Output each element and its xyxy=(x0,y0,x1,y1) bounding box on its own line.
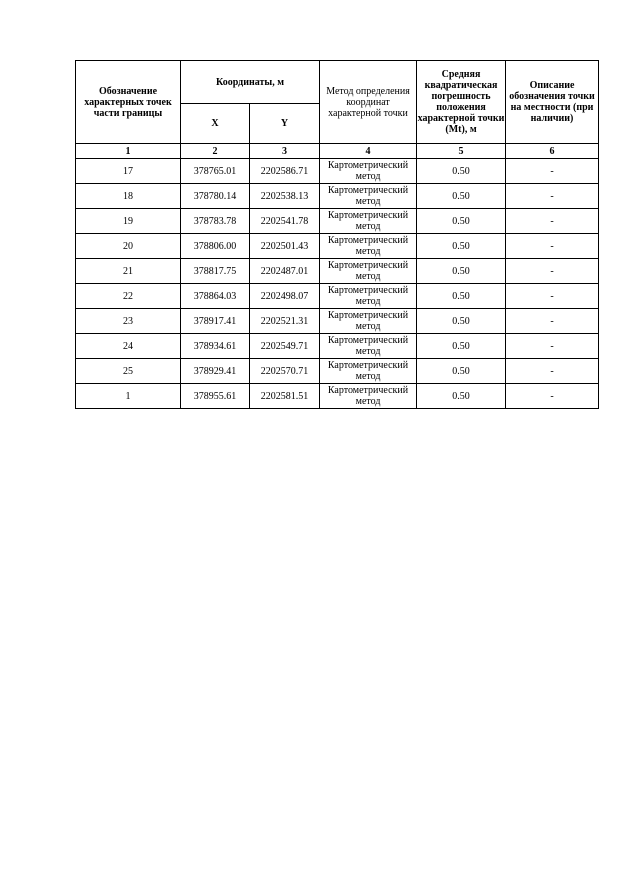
column-number: 4 xyxy=(320,144,417,159)
desc-cell: - xyxy=(506,234,599,259)
y-cell: 2202541.78 xyxy=(250,209,320,234)
y-cell: 2202549.71 xyxy=(250,334,320,359)
method-cell: Картометрический метод xyxy=(320,284,417,309)
method-cell: Картометрический метод xyxy=(320,334,417,359)
method-cell: Картометрический метод xyxy=(320,159,417,184)
header-method: Метод определения координат характерной точки xyxy=(320,61,417,144)
mt-cell: 0.50 xyxy=(417,234,506,259)
method-cell: Картометрический метод xyxy=(320,309,417,334)
table-row xyxy=(76,309,599,334)
header-row xyxy=(76,61,599,104)
header-x: X xyxy=(181,104,250,144)
point-cell: 1 xyxy=(76,384,181,409)
method-cell: Картометрический метод xyxy=(320,209,417,234)
table-row xyxy=(76,234,599,259)
desc-cell: - xyxy=(506,359,599,384)
point-cell: 21 xyxy=(76,259,181,284)
table-row xyxy=(76,284,599,309)
column-number: 3 xyxy=(250,144,320,159)
point-cell: 22 xyxy=(76,284,181,309)
table-row xyxy=(76,259,599,284)
table-row xyxy=(76,334,599,359)
y-cell: 2202581.51 xyxy=(250,384,320,409)
method-cell: Картометрический метод xyxy=(320,234,417,259)
desc-cell: - xyxy=(506,159,599,184)
mt-cell: 0.50 xyxy=(417,334,506,359)
x-cell: 378765.01 xyxy=(181,159,250,184)
table-row xyxy=(76,184,599,209)
table-row xyxy=(76,359,599,384)
column-numbers-row xyxy=(76,144,599,159)
x-cell: 378955.61 xyxy=(181,384,250,409)
point-cell: 25 xyxy=(76,359,181,384)
y-cell: 2202570.71 xyxy=(250,359,320,384)
point-cell: 23 xyxy=(76,309,181,334)
x-cell: 378864.03 xyxy=(181,284,250,309)
desc-cell: - xyxy=(506,284,599,309)
header-point-designation: Обозначение характерных точек части границы xyxy=(76,61,181,144)
method-cell: Картометрический метод xyxy=(320,384,417,409)
table-row xyxy=(76,159,599,184)
mt-cell: 0.50 xyxy=(417,359,506,384)
point-cell: 18 xyxy=(76,184,181,209)
y-cell: 2202586.71 xyxy=(250,159,320,184)
desc-cell: - xyxy=(506,309,599,334)
y-cell: 2202521.31 xyxy=(250,309,320,334)
mt-cell: 0.50 xyxy=(417,159,506,184)
x-cell: 378929.41 xyxy=(181,359,250,384)
column-number: 6 xyxy=(506,144,599,159)
x-cell: 378917.41 xyxy=(181,309,250,334)
desc-cell: - xyxy=(506,184,599,209)
x-cell: 378806.00 xyxy=(181,234,250,259)
point-cell: 20 xyxy=(76,234,181,259)
column-number: 2 xyxy=(181,144,250,159)
header-point-description: Описание обозначения точки на местности (при наличии) xyxy=(506,61,599,144)
desc-cell: - xyxy=(506,384,599,409)
mt-cell: 0.50 xyxy=(417,209,506,234)
desc-cell: - xyxy=(506,209,599,234)
y-cell: 2202498.07 xyxy=(250,284,320,309)
mt-cell: 0.50 xyxy=(417,184,506,209)
x-cell: 378817.75 xyxy=(181,259,250,284)
y-cell: 2202501.43 xyxy=(250,234,320,259)
table-row xyxy=(76,384,599,409)
boundary-points-table xyxy=(75,60,599,409)
table-row xyxy=(76,209,599,234)
x-cell: 378780.14 xyxy=(181,184,250,209)
method-cell: Картометрический метод xyxy=(320,359,417,384)
header-mean-error: Средняя квадратическая погрешность положения характерной точки (Mt), м xyxy=(417,61,506,144)
method-cell: Картометрический метод xyxy=(320,259,417,284)
desc-cell: - xyxy=(506,259,599,284)
point-cell: 24 xyxy=(76,334,181,359)
x-cell: 378783.78 xyxy=(181,209,250,234)
y-cell: 2202538.13 xyxy=(250,184,320,209)
point-cell: 19 xyxy=(76,209,181,234)
point-cell: 17 xyxy=(76,159,181,184)
header-y: Y xyxy=(250,104,320,144)
mt-cell: 0.50 xyxy=(417,259,506,284)
method-cell: Картометрический метод xyxy=(320,184,417,209)
mt-cell: 0.50 xyxy=(417,384,506,409)
mt-cell: 0.50 xyxy=(417,284,506,309)
y-cell: 2202487.01 xyxy=(250,259,320,284)
desc-cell: - xyxy=(506,334,599,359)
column-number: 5 xyxy=(417,144,506,159)
mt-cell: 0.50 xyxy=(417,309,506,334)
header-coordinates: Координаты, м xyxy=(181,61,320,104)
x-cell: 378934.61 xyxy=(181,334,250,359)
column-number: 1 xyxy=(76,144,181,159)
